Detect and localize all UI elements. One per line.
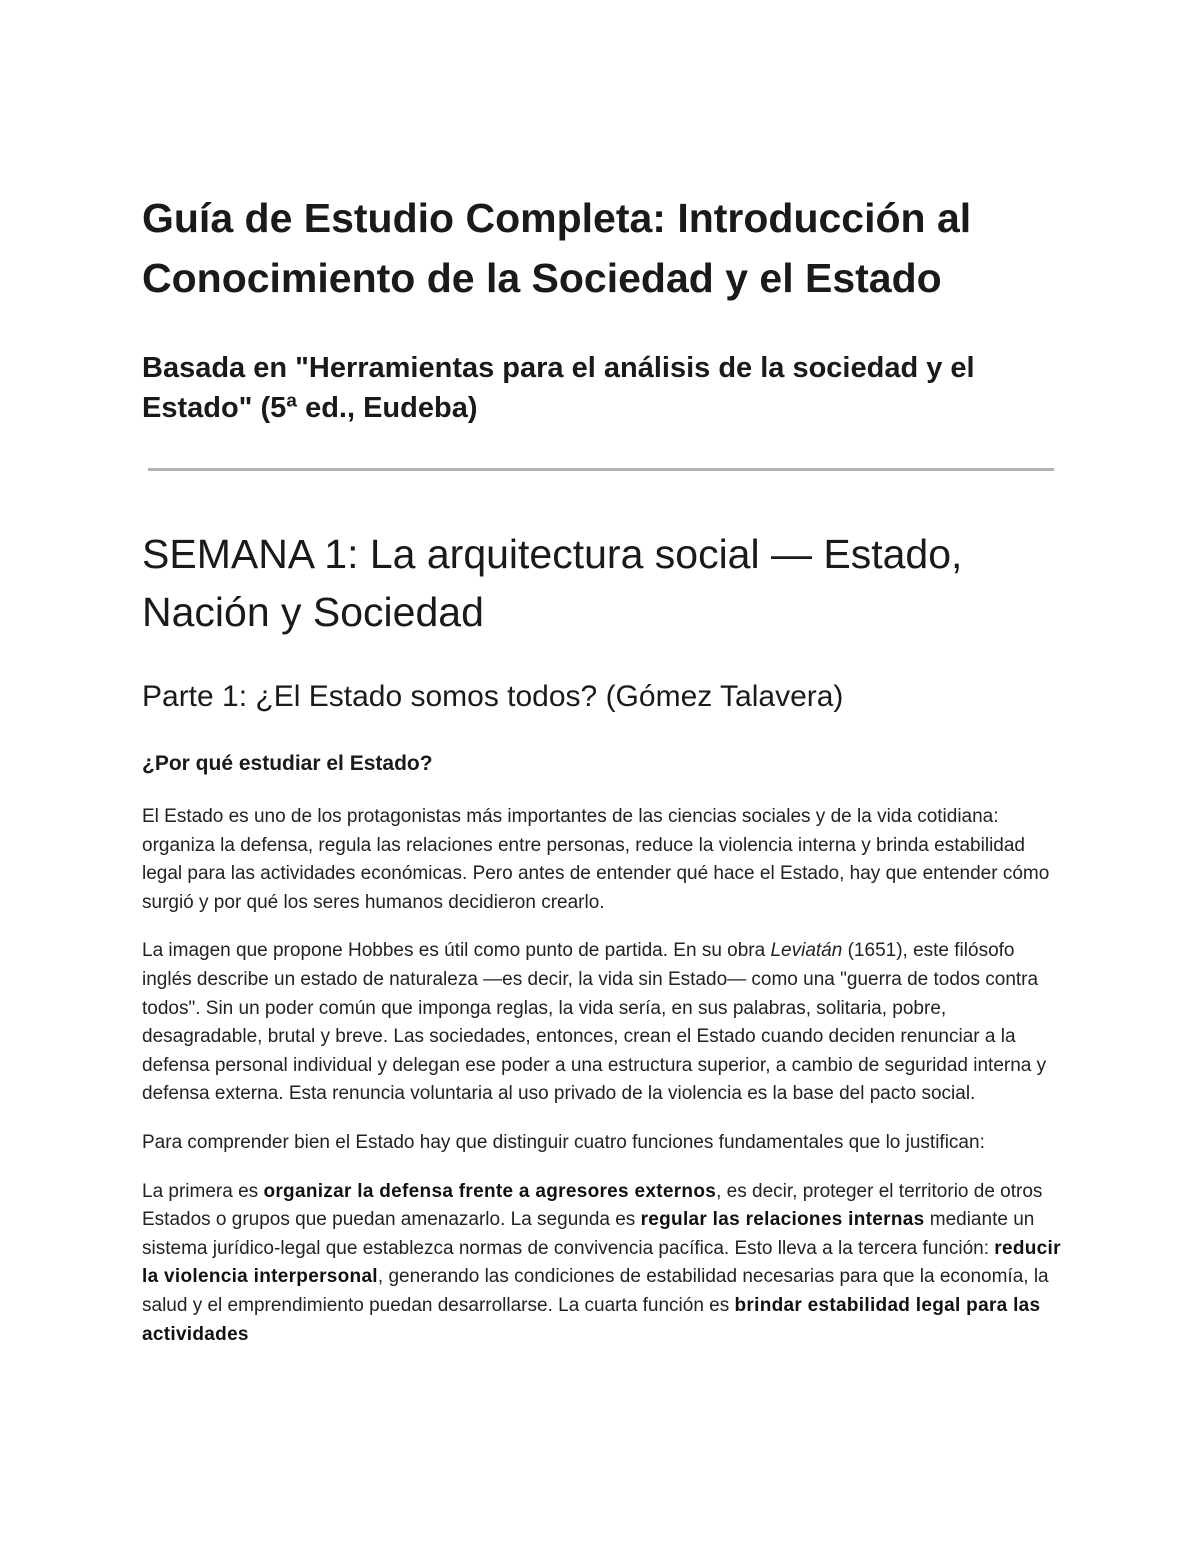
paragraph-hobbes-text-2: (1651), este filósofo inglés describe un estado de naturaleza —es decir, la vida sin Estado— como una "guerra de todos contra todos". Sin un poder común que imponga reglas, la vida sería, en sus palabras, solitaria, pobre, desagradable, brutal y breve. Las sociedades, entonces, crean el Estado cuando deciden renunciar a la defensa personal individual y delegan ese poder a una estructura superior, a cambio de seguridad interna y defensa externa. Esta renuncia voluntaria al uso privado de la violencia es la base del pacto social.: [142, 940, 1047, 1105]
functions-text-4: , generando las condiciones de estabilidad necesarias para que la economía, la salud y el emprendimiento puedan desarrollarse. La cuarta función es: [142, 1266, 1049, 1316]
functions-text-2: , es decir, proteger el territorio de otros Estados o grupos que puedan amenazarlo. La segunda es: [142, 1180, 1043, 1231]
functions-text-3: mediante un sistema jurídico-legal que establezca normas de convivencia pacífica. Esto lleva a la tercera función:: [142, 1209, 1035, 1259]
document-page: [142, 188, 1062, 1349]
function-defense: organizar la defensa frente a agresores externos: [263, 1180, 717, 1202]
paragraph-hobbes-text-1: La imagen que propone Hobbes es útil como punto de partida. En su obra: [142, 940, 771, 962]
paragraph-hobbes: [142, 937, 1062, 1109]
paragraph-intro: El Estado es uno de los protagonistas más importantes de las ciencias sociales y de la vida cotidiana: organiza la defensa, regula las relaciones entre personas, reduce la violencia interna y brinda estabilidad legal para las actividades económicas. Pero antes de entender qué hace el Estado, hay que entender cómo surgió y por qué los seres humanos decidieron crearlo.: [142, 806, 1050, 913]
paragraph-functions: [142, 1178, 1062, 1350]
paragraph-functions-intro: Para comprender bien el Estado hay que distinguir cuatro funciones fundamentales que lo justifican:: [142, 1131, 985, 1153]
document-subtitle: Basada en "Herramientas para el análisis de la sociedad y el Estado" (5ª ed., Eudeba): [142, 352, 975, 424]
function-reduce-violence: reducir la violencia interpersonal: [142, 1237, 1061, 1288]
section-heading: ¿Por qué estudiar el Estado?: [142, 752, 433, 775]
function-legal-stability: brindar estabilidad legal para las actividades: [142, 1294, 1041, 1345]
functions-text-1: La primera es: [142, 1180, 264, 1202]
section-divider: [148, 468, 1054, 471]
book-title-leviatan: Leviatán: [770, 940, 843, 962]
function-regulation: regular las relaciones internas: [640, 1209, 925, 1231]
week-heading: SEMANA 1: La arquitectura social — Estado, Nación y Sociedad: [142, 531, 963, 635]
document-title: Guía de Estudio Completa: Introducción al Conocimiento de la Sociedad y el Estado: [142, 195, 972, 301]
part-heading: Parte 1: ¿El Estado somos todos? (Gómez Talavera): [142, 680, 844, 713]
